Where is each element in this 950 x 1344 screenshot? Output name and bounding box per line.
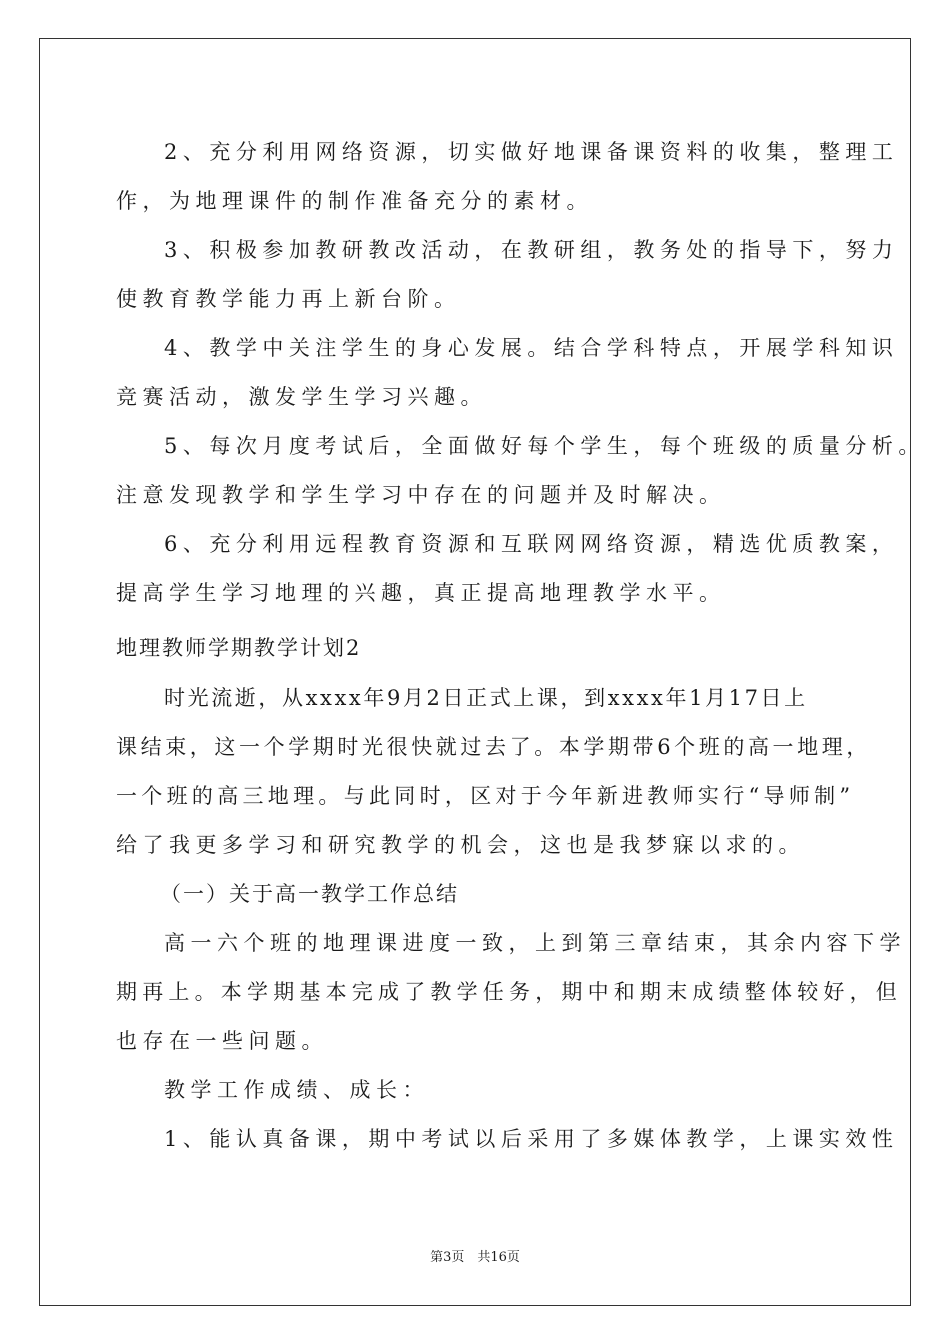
paragraph-line: 提高学生学习地理的兴趣，真正提高地理教学水平。 — [116, 581, 726, 605]
paragraph-line: 使教育教学能力再上新台阶。 — [116, 287, 461, 311]
paragraph-line: 也存在一些问题。 — [116, 1029, 328, 1053]
paragraph-line: 注意发现教学和学生学习中存在的问题并及时解决。 — [116, 483, 726, 507]
paragraph-line: 时光流逝，从xxxx年9月2日正式上课，到xxxx年1月17日上 — [164, 686, 808, 710]
paragraph-line: 给了我更多学习和研究教学的机会，这也是我梦寐以求的。 — [116, 833, 805, 857]
paragraph-line: 4、教学中关注学生的身心发展。结合学科特点，开展学科知识 — [164, 336, 899, 360]
paragraph-line: 5、每次月度考试后，全面做好每个学生，每个班级的质量分析。 — [164, 434, 925, 458]
subsection-heading: （一）关于高一教学工作总结 — [160, 882, 459, 906]
paragraph-line: 课结束，这一个学期时光很快就过去了。本学期带6个班的高一地理， — [116, 735, 871, 759]
paragraph-line: 3、积极参加教研教改活动，在教研组，教务处的指导下，努力 — [164, 238, 899, 262]
paragraph-line: 竞赛活动，激发学生学习兴趣。 — [116, 385, 487, 409]
page-footer: 第3页 共16页 — [430, 1250, 520, 1265]
paragraph-line: 1、能认真备课，期中考试以后采用了多媒体教学，上课实效性 — [164, 1127, 899, 1151]
paragraph-line: 教学工作成绩、成长： — [164, 1078, 429, 1102]
paragraph-line: 高一六个班的地理课进度一致，上到第三章结束，其余内容下学 — [164, 931, 906, 955]
paragraph-line: 期再上。本学期基本完成了教学任务，期中和期末成绩整体较好，但 — [116, 980, 902, 1004]
paragraph-line: 2、充分利用网络资源，切实做好地课备课资料的收集，整理工 — [164, 140, 899, 164]
paragraph-line: 作，为地理课件的制作准备充分的素材。 — [116, 189, 593, 213]
paragraph-line: 6、充分利用远程教育资源和互联网网络资源，精选优质教案， — [164, 532, 899, 556]
section-heading: 地理教师学期教学计划2 — [116, 636, 362, 660]
paragraph-line: 一个班的高三地理。与此同时，区对于今年新进教师实行“导师制” — [116, 784, 855, 808]
